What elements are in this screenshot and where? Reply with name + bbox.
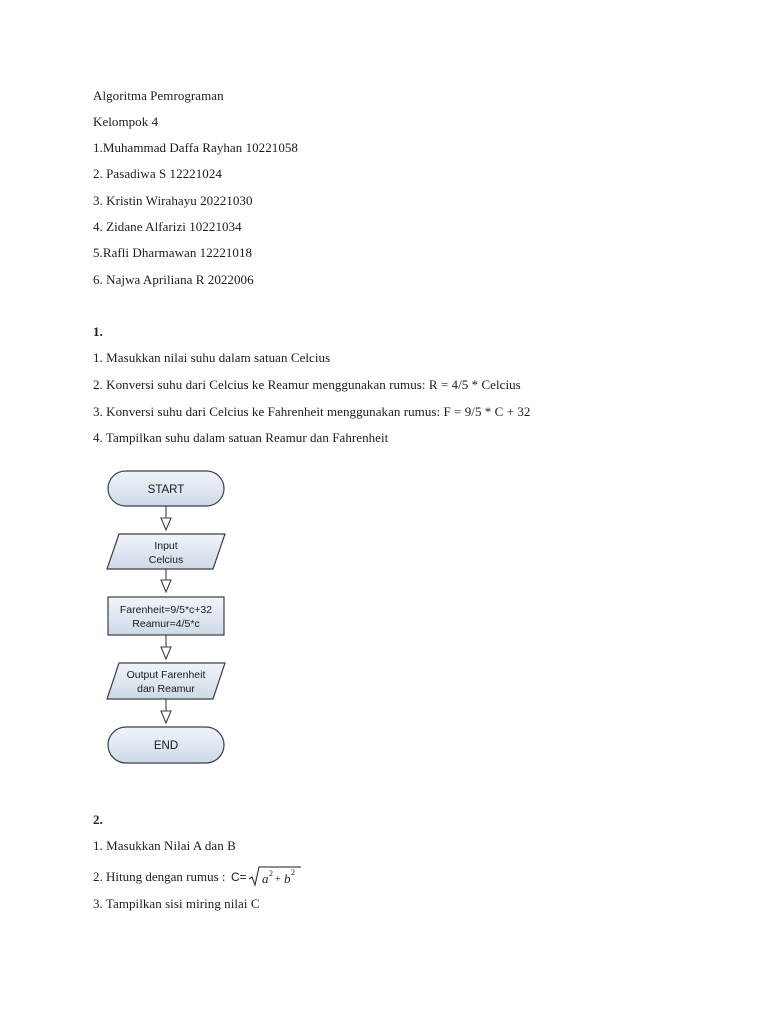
hypotenuse-formula [228, 864, 302, 890]
flowchart-arrowhead [161, 711, 171, 723]
flowchart-arrowhead [161, 580, 171, 592]
formula-plus: + [274, 874, 281, 885]
member-item: 5.Rafli Dharmawan 12221018 [93, 245, 253, 260]
section-2-step: 1. Masukkan Nilai A dan B [93, 838, 236, 853]
flowchart-arrowhead [161, 518, 171, 530]
section-2-step: 3. Tampilkan sisi miring nilai C [93, 896, 260, 911]
formula-a-exponent: 2 [268, 869, 273, 878]
flowchart-end-label: END [153, 740, 179, 752]
section-1-step: 1. Masukkan nilai suhu dalam satuan Celcius [93, 350, 331, 365]
flowchart-process-label-2: Reamur=4/5*c [132, 618, 200, 630]
member-item: 1.Muhammad Daffa Rayhan 10221058 [93, 140, 298, 155]
section-2-formula-line [93, 864, 302, 890]
flowchart-input-label-1: Input [154, 540, 178, 552]
formula-a: a [261, 871, 269, 886]
member-item: 3. Kristin Wirahayu 20221030 [93, 193, 253, 208]
flowchart-process-label-1: Farenheit=9/5*c+32 [119, 604, 213, 616]
formula-b-exponent: 2 [290, 868, 295, 877]
flowchart-output-label-1: Output Farenheit [126, 669, 206, 681]
group-label: Kelompok 4 [93, 114, 159, 129]
section-2-heading: 2. [93, 812, 103, 827]
flowchart-output-label-2: dan Reamur [137, 683, 195, 695]
flowchart-input-label-2: Celcius [148, 554, 184, 566]
course-title: Algoritma Pemrograman [93, 88, 224, 103]
formula-b: b [283, 871, 291, 886]
flowchart-start-label: START [147, 484, 185, 496]
formula-lhs: C= [230, 870, 247, 884]
section-1-step: 3. Konversi suhu dari Celcius ke Fahrenheit menggunakan rumus: F = 9/5 * C + 32 [93, 404, 531, 419]
flowchart [100, 466, 232, 768]
member-item: 6. Najwa Apriliana R 2022006 [93, 272, 254, 287]
member-item: 2. Pasadiwa S 12221024 [93, 166, 222, 181]
section-1-step: 2. Konversi suhu dari Celcius ke Reamur menggunakan rumus: R = 4/5 * Celcius [93, 377, 521, 392]
member-item: 4. Zidane Alfarizi 10221034 [93, 219, 242, 234]
section-1-heading: 1. [93, 324, 103, 339]
section-1-step: 4. Tampilkan suhu dalam satuan Reamur dan Fahrenheit [93, 430, 389, 445]
flowchart-arrowhead [161, 647, 171, 659]
section-2-step: 2. Hitung dengan rumus : [93, 869, 226, 884]
